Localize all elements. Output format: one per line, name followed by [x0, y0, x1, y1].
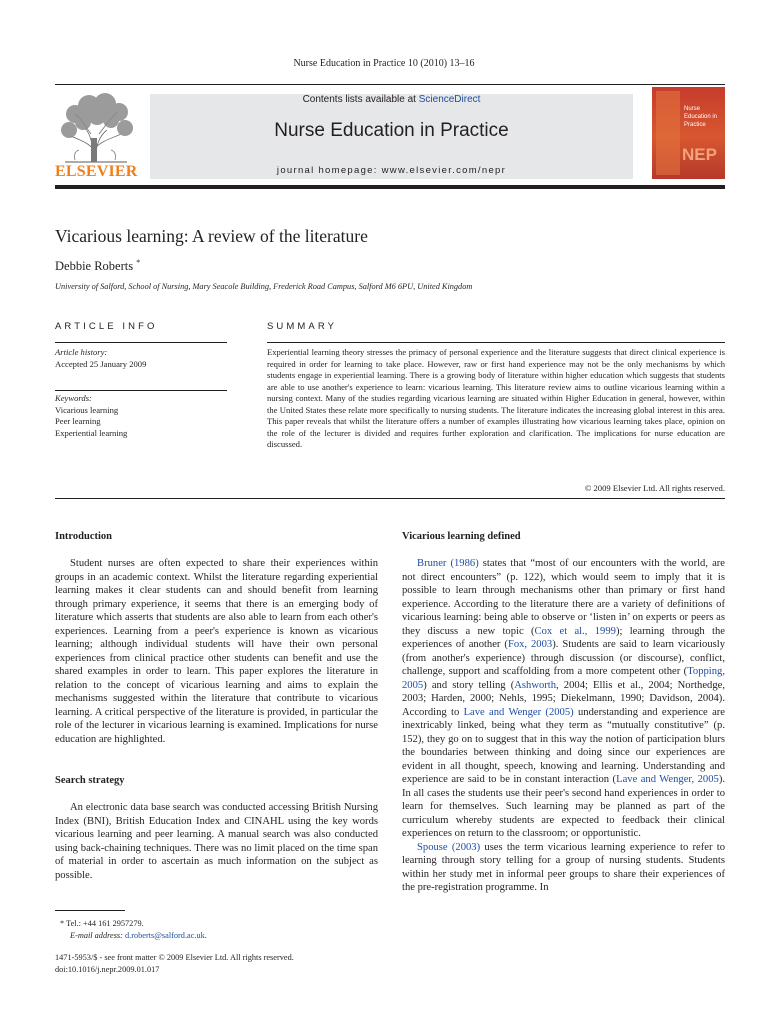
article-history-value: Accepted 25 January 2009 [55, 358, 147, 369]
keywords-label: Keywords: [55, 393, 92, 403]
article-history-label: Article history: [55, 347, 108, 357]
citation-link[interactable]: Topping, 2005 [402, 666, 725, 691]
footnote-mark: * [60, 919, 65, 928]
masthead-rule [55, 185, 725, 189]
issn-line: 1471-5953/$ - see front matter © 2009 Elsevier Ltd. All rights reserved. [55, 953, 294, 962]
journal-title: Nurse Education in Practice [274, 120, 509, 141]
search-strategy-paragraph: An electronic data base search was conducted accessing British Nursing Index (BNI), British Education Index and CINAHL using the key words vicarious learning and peer learning. A manual search was also conducted using back-chaining techniques. There was no limit placed on the time span of material in order to ascertain as much information on the subject as possible. [55, 802, 378, 881]
doi-line[interactable]: doi:10.1016/j.nepr.2009.01.017 [55, 964, 160, 974]
email-suffix: . [204, 930, 207, 940]
search-strategy-body [55, 801, 378, 882]
author-affiliation: University of Salford, School of Nursing, Mary Seacole Building, Frederick Road Campus, Salford M6 6PU, United Kingdom [55, 282, 473, 291]
keyword-item: Vicarious learning [55, 404, 119, 415]
paragraph-text: ). In all cases the students use their peer's second hand experiences in order to learn for themselves. Such learning may be planned as part of the curriculum whereby students are expected to feedback their clinical experiences on return to the classroom; or opportunistic. [402, 774, 725, 839]
citation-link[interactable]: Ashworth [514, 679, 557, 691]
vicarious-paragraph-2 [402, 841, 725, 895]
search-strategy-heading: Search strategy [55, 775, 125, 786]
footnote-tel: Tel.: +44 161 2957279. [66, 919, 144, 928]
footnote-rule [55, 910, 125, 911]
author-email-link[interactable]: d.roberts@salford.ac.uk [125, 930, 205, 940]
introduction-paragraph: Student nurses are often expected to share their experiences within groups in an academic context. Whilst the literature regarding experiential learning makes it clear students can and should benefit from learning through primary experience, it seems that there is an emerging body of literature which asserts that students are also able to learn from each other's experiences. Learning from a peer's experience is known as vicarious learning; although individual students will have their own personal experiences from clinical practice other students can benefit and use the shared examples in order to learn. This paper explores the literature in relation to the concept of vicarious learning and aims to explain the mechanisms suggested within the literature that contribute to vicarious learning. A critical perspective of the literature is provided, in particular the role of the lecturer in vicarious learning is examined. Implications for nurse education are highlighted. [55, 558, 378, 745]
author-name: Debbie Roberts [55, 259, 134, 274]
author-line [55, 258, 140, 274]
paragraph-text: understanding and experience are inextricably linked, being what they term as “mutually constitutive” (p. 152), they go on to suggest that in this way the notion of participation blurs the boundaries between thinking and doing since our experiences are evident in all thought, speech, knowing and learning. Understanding and experience are said to be in constant interaction ( [402, 706, 725, 785]
keyword-item: Peer learning [55, 416, 101, 426]
paragraph-text: states that “most of our encounters with the world, are not direct encounters” (p. 122), which would seem to imply that it is possible to learn through mechanisms other than primary or first hand experience. According to the literature there are a variety of definitions of vicarious learning: being able to observe or ‘listen in’ on experts or peers as they discuss a new topic ( [402, 558, 725, 637]
paragraph-text: uses the term vicarious learning experience to refer to learning through story telling for a group of nursing students. Students within her study met in informal peer groups to share their experiences of the pre-registration programme. In [402, 841, 725, 893]
author-footnote [60, 918, 207, 941]
paragraph-text: ). Students are said to learn vicariously (from another's experience) through discussion (or discourse), conflict, challenge, support and scaffolding from a more competent other ( [402, 639, 725, 677]
citation-link[interactable]: Cox et al., 1999 [534, 625, 616, 637]
journal-homepage[interactable]: journal homepage: www.elsevier.com/nepr [276, 165, 507, 176]
citation-link[interactable]: Lave and Wenger, 2005 [616, 774, 719, 785]
keyword-item: Experiential learning [55, 427, 128, 438]
publisher-wordmark: ELSEVIER [55, 163, 138, 180]
summary-label: SUMMARY [267, 321, 338, 332]
journal-citation: Nurse Education in Practice 10 (2010) 13–16 [293, 58, 475, 69]
summary-text: Experiential learning theory stresses the primacy of personal experience and the literature suggests that direct clinical experience is required in order for learning to take place. However, raw or first hand experience may not be the only mechanisms by which students engage in experiential learning. There is a growing body of literature within higher education which suggests that students are able to use another's experience to learn: vicarious learning. This literature review aims to outline vicarious learning within a nursing context. Many of the studies regarding vicarious learning are situated within Higher Education in general, however, within the United States these relate more specifically to nursing students. The literature indicates the increasing global interest in this area. This paper reveals that whilst the literature offers a number of examples illustrating how vicarious learning takes place, opinion on the role of the lecturer is divided and requires further exploration and clarification. The implications for nurse education are discussed. [267, 347, 725, 450]
paragraph-text: ) and story telling ( [423, 679, 515, 691]
introduction-heading: Introduction [55, 531, 112, 542]
author-footnote-mark[interactable]: * [136, 258, 141, 267]
article-history [55, 347, 146, 370]
citation-link[interactable]: Fox, 2003 [507, 639, 553, 650]
introduction-body [55, 557, 378, 746]
front-matter [55, 952, 294, 975]
summary-rule [267, 342, 725, 343]
sciencedirect-link[interactable]: ScienceDirect [418, 94, 481, 105]
paragraph-text: ); learning through the experiences of another ( [402, 625, 725, 650]
summary-copyright: © 2009 Elsevier Ltd. All rights reserved. [584, 483, 725, 493]
keywords-block [55, 393, 127, 439]
citation-link[interactable]: Spouse (2003) [417, 841, 481, 853]
vicarious-learning-heading: Vicarious learning defined [402, 531, 521, 542]
article-title: Vicarious learning: A review of the literature [55, 226, 368, 246]
vicarious-paragraph-1 [402, 557, 725, 841]
article-info-label: ARTICLE INFO [55, 321, 158, 332]
abstract-bottom-rule [55, 498, 725, 499]
paragraph-text: , 2004; Ellis et al., 2004; Northedge, 2003; Harden, 2000; Nehls, 1995; Diekelmann, 1990; Davidson, 2004). According to [402, 679, 725, 718]
cover-band [656, 91, 680, 175]
citation-link[interactable]: Lave and Wenger (2005) [463, 706, 574, 718]
journal-cover-thumbnail [652, 87, 725, 179]
email-label: E-mail address: [70, 930, 123, 940]
article-info-rule [55, 342, 227, 343]
vicarious-learning-body [402, 557, 725, 895]
citation-link[interactable]: Bruner (1986) [417, 558, 479, 569]
cover-abbreviation: NEP [682, 145, 717, 164]
contents-prefix: Contents lists available at [302, 94, 419, 105]
contents-availability [150, 94, 633, 105]
cover-title: Nurse Education in Practice [684, 106, 718, 128]
keywords-rule [55, 390, 227, 391]
